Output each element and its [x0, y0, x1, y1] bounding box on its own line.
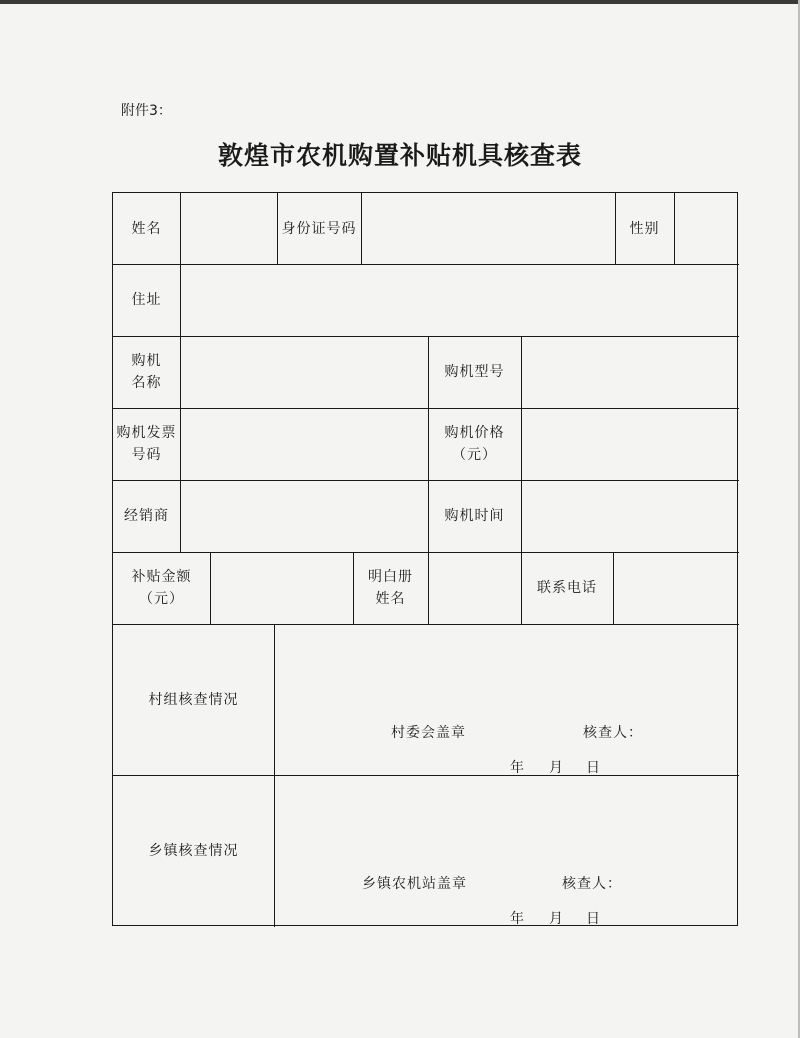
village-seal-label: 村委会盖章 — [391, 725, 466, 741]
village-inspector-label: 核查人： — [583, 725, 643, 741]
col-divider — [521, 336, 522, 552]
col-divider — [361, 193, 362, 264]
machine-price-label — [428, 408, 521, 480]
row-divider — [113, 480, 739, 481]
village-date-year: 年 — [510, 760, 525, 776]
machine-name-label-line2: 名称 — [131, 375, 162, 391]
row-divider — [113, 336, 739, 337]
township-inspector-label: 核查人： — [562, 876, 622, 892]
gender-label: 性别 — [629, 220, 660, 237]
register-name-label — [353, 552, 428, 624]
township-seal-label: 乡镇农机站盖章 — [362, 876, 467, 892]
register-name-label-line2: 姓名 — [375, 591, 406, 607]
subsidy-amount-label — [113, 552, 210, 624]
col-divider — [274, 624, 275, 927]
subsidy-amount-label-line1: 补贴金额 — [131, 569, 192, 585]
form-title: 敦煌市农机购置补贴机具核查表 — [217, 141, 582, 170]
id-number-label: 身份证号码 — [281, 220, 357, 237]
machine-name-label — [113, 336, 180, 408]
col-divider — [674, 193, 675, 264]
dealer-label: 经销商 — [124, 508, 169, 524]
village-date-day: 日 — [586, 760, 601, 776]
col-divider — [210, 552, 211, 624]
invoice-number-label-line1: 购机发票 — [116, 425, 177, 441]
machine-name-label-line1: 购机 — [131, 353, 162, 369]
col-divider — [180, 336, 181, 552]
address-label: 住址 — [131, 292, 162, 308]
machine-price-label-line1: 购机价格 — [444, 425, 505, 441]
village-date-month: 月 — [549, 760, 564, 776]
invoice-number-label — [113, 408, 180, 480]
township-date-month: 月 — [549, 911, 564, 927]
subsidy-amount-label-line2: （元） — [139, 591, 184, 607]
register-name-label-line1: 明白册 — [368, 569, 413, 585]
township-date-day: 日 — [586, 911, 601, 927]
col-divider — [180, 264, 181, 336]
township-date-year: 年 — [510, 911, 525, 927]
township-check-label: 乡镇核查情况 — [148, 843, 239, 859]
scan-edge-top — [0, 0, 800, 4]
row-divider — [113, 408, 739, 409]
inspection-form-table — [112, 192, 738, 926]
row-divider — [113, 264, 739, 265]
machine-model-label: 购机型号 — [444, 364, 505, 380]
phone-label: 联系电话 — [537, 580, 597, 596]
col-divider — [180, 193, 181, 264]
purchase-time-label: 购机时间 — [444, 508, 505, 524]
machine-price-label-line2: （元） — [452, 447, 497, 463]
col-divider — [428, 552, 429, 624]
attachment-label: 附件3： — [121, 103, 172, 119]
col-divider — [613, 552, 614, 624]
village-check-label: 村组核查情况 — [148, 691, 239, 708]
invoice-number-label-line2: 号码 — [131, 447, 162, 463]
name-label: 姓名 — [131, 220, 162, 237]
